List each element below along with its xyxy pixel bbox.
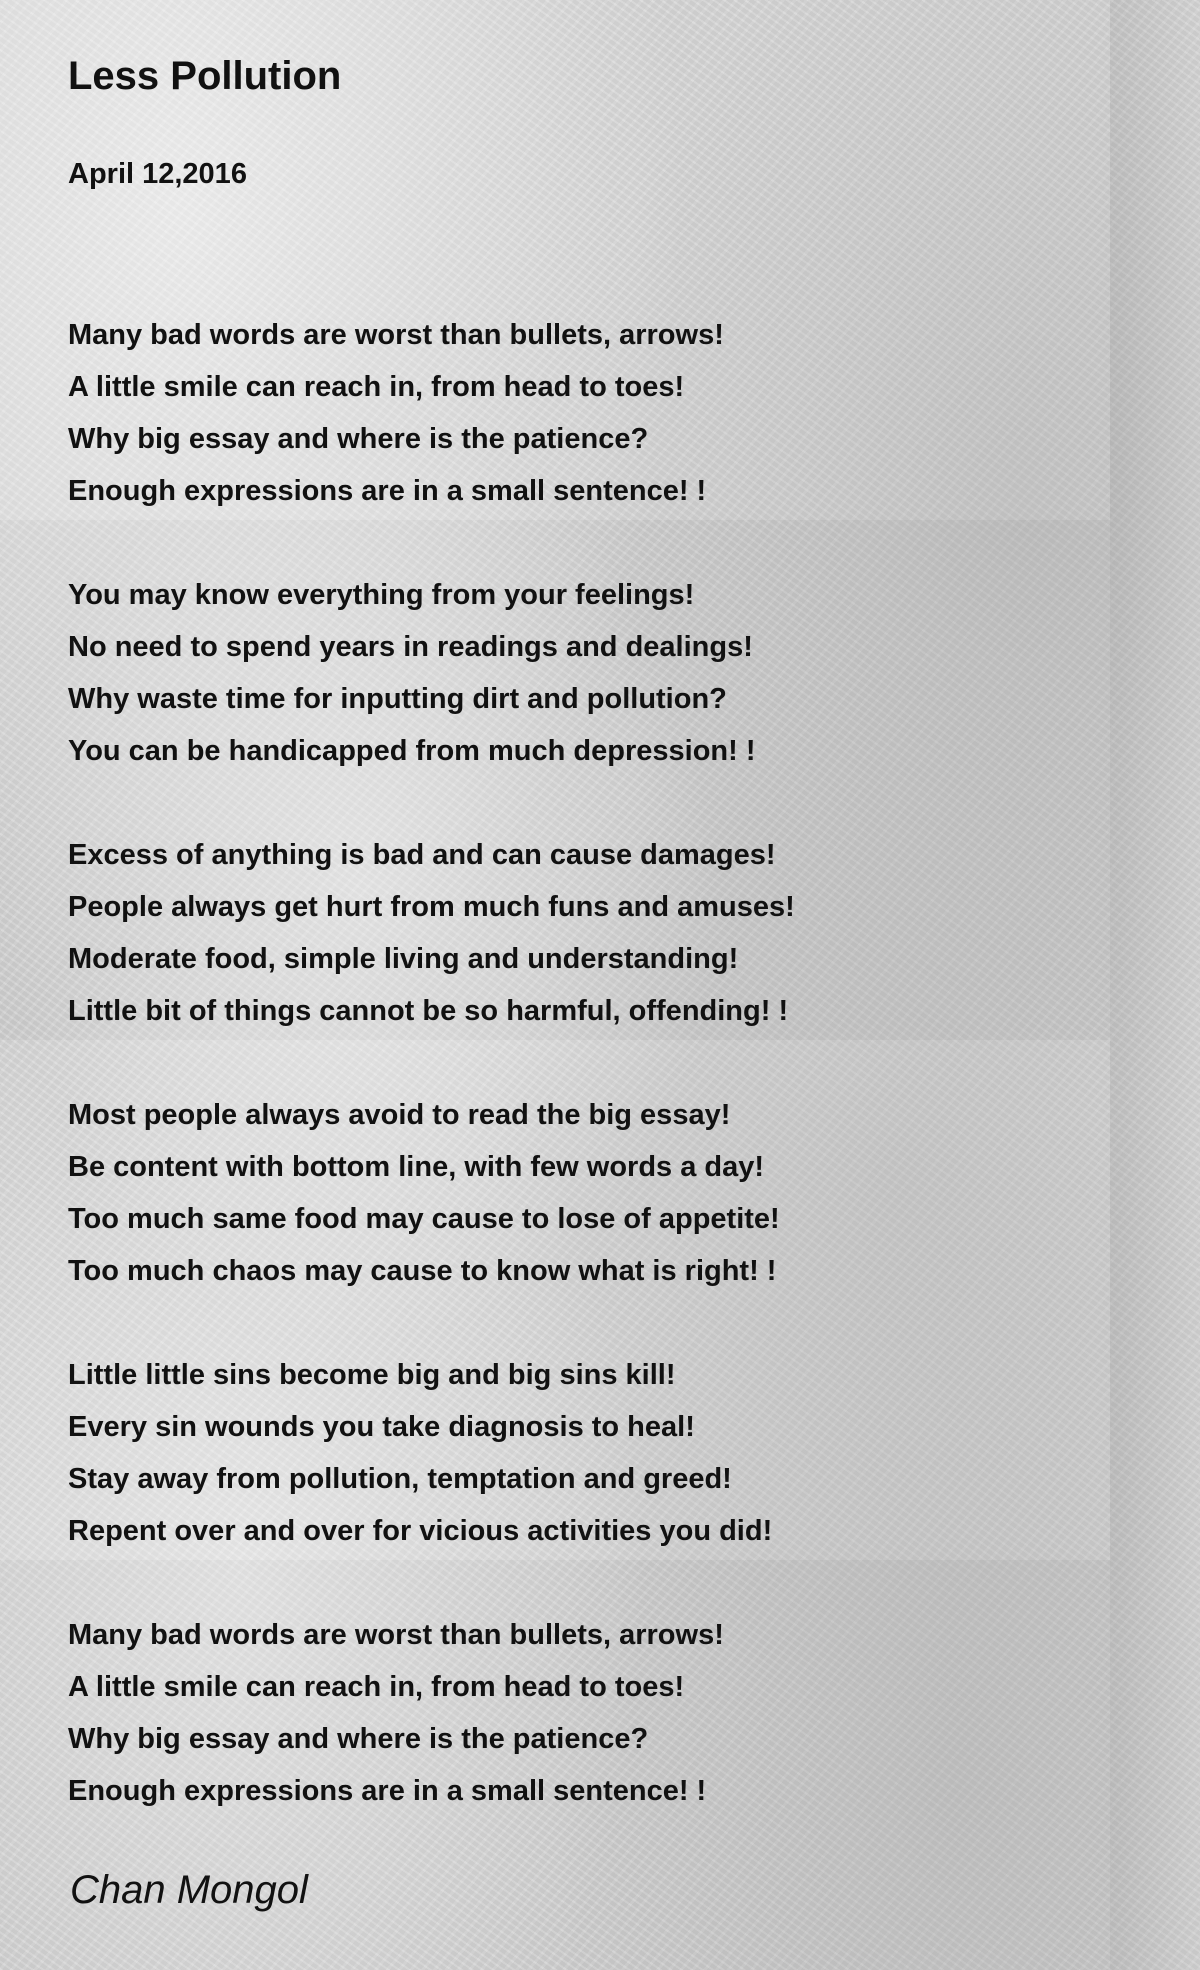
poem-line: Stay away from pollution, temptation and greed! (68, 1463, 732, 1495)
stanza (68, 1609, 795, 1817)
poem-line: Many bad words are worst than bullets, arrows! (68, 319, 724, 351)
stanza (68, 1089, 795, 1297)
poem-line: You may know everything from your feelings! (68, 579, 695, 611)
poem-line: Moderate food, simple living and understanding! (68, 943, 739, 975)
poem-line: Enough expressions are in a small sentence! ! (68, 1775, 707, 1807)
poem-line: Why waste time for inputting dirt and pollution? (68, 683, 727, 715)
poem-date: April 12,2016 (68, 158, 247, 190)
poem-author: Chan Mongol (70, 1868, 308, 1912)
poem-line: Most people always avoid to read the big essay! (68, 1099, 731, 1131)
poem-title: Less Pollution (68, 54, 342, 98)
poem-line: Too much chaos may cause to know what is right! ! (68, 1255, 777, 1287)
poem-line: Why big essay and where is the patience? (68, 1723, 649, 1755)
poem-line: A little smile can reach in, from head to toes! (68, 371, 685, 403)
poem-line: You can be handicapped from much depression! ! (68, 735, 756, 767)
poem-line: Little bit of things cannot be so harmful, offending! ! (68, 995, 789, 1027)
poem-line: Repent over and over for vicious activities you did! (68, 1515, 773, 1547)
poem-line: Enough expressions are in a small sentence! ! (68, 475, 707, 507)
stanza (68, 309, 795, 517)
stanza (68, 1349, 795, 1557)
poem-line: A little smile can reach in, from head to toes! (68, 1671, 685, 1703)
poem-line: Every sin wounds you take diagnosis to heal! (68, 1411, 695, 1443)
poem-line: Too much same food may cause to lose of appetite! (68, 1203, 780, 1235)
stanza (68, 569, 795, 777)
poem-line: No need to spend years in readings and dealings! (68, 631, 753, 663)
poem-line: Excess of anything is bad and can cause damages! (68, 839, 776, 871)
stanza (68, 829, 795, 1037)
poem-body (68, 309, 795, 1869)
background-strip (1110, 0, 1200, 1970)
poem-card (68, 48, 1128, 1912)
poem-line: People always get hurt from much funs and amuses! (68, 891, 795, 923)
poem-line: Why big essay and where is the patience? (68, 423, 649, 455)
poem-line: Many bad words are worst than bullets, arrows! (68, 1619, 724, 1651)
poem-line: Little little sins become big and big sins kill! (68, 1359, 676, 1391)
poem-line: Be content with bottom line, with few words a day! (68, 1151, 765, 1183)
